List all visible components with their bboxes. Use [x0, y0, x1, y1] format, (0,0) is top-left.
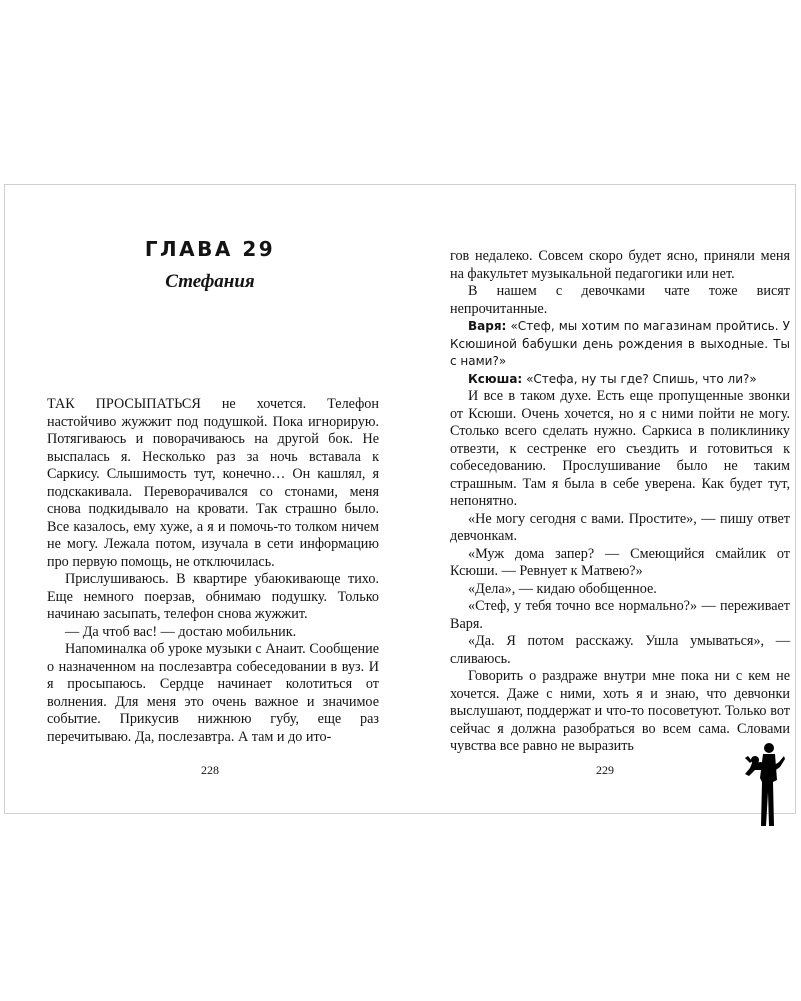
- paragraph: «Да. Я потом расскажу. Ушла умываться», — сливаюсь.: [450, 633, 790, 667]
- chat-text: «Стефа, ну ты где? Спишь, что ли?»: [526, 371, 757, 386]
- paragraph: ТАК ПРОСЫПАТЬСЯ не хочется. Телефон настойчиво жужжит под подушкой. Пока игнорирую. Потягиваюсь и поворачиваюсь на другой бок. Не выспалась я. Несколько раз за ночь вставала к Саркису. Слышимость тут, конечно… Он кашлял, я подскакивала. Переворачивался со стонами, меня снова подкидывало на кровати. Так страшно было. Все казалось, ему хуже, а я и помочь-то толком ничем не могу. Лежала потом, изучала в сети информацию про первую помощь, не отключилась.: [47, 396, 379, 570]
- paragraph: — Да чтоб вас! — достаю мобильник.: [65, 623, 297, 640]
- right-page: [400, 185, 795, 813]
- couple-silhouette-icon: [743, 740, 785, 828]
- right-page-body: [450, 248, 790, 756]
- paragraph: В нашем с девочками чате тоже висят непрочитанные.: [450, 283, 790, 317]
- chat-text: «Стеф, мы хотим по магазинам пройтись. У Ксюшиной бабушки день рождения в выходные. Ты с нами?»: [450, 319, 790, 368]
- chat-speaker: Варя:: [468, 319, 507, 333]
- left-page-body: [47, 396, 379, 746]
- chat-message-ksyusha: [450, 371, 790, 389]
- paragraph: И все в таком духе. Есть еще пропущенные звонки от Ксюши. Очень хочется, но я с ними пойти не могу. Столько всего сделать нужно. Саркиса в поликлинику отвезти, к сестренке его съездить и готовиться к собеседованию. Прослушивание было не таким страшным. Там я была в себе уверена. Как будет тут, непонятно.: [450, 388, 790, 509]
- paragraph: «Стеф, у тебя точно все нормально?» — переживает Варя.: [450, 598, 790, 632]
- chat-speaker: Ксюша:: [468, 371, 523, 386]
- chat-message-varya: [450, 318, 790, 371]
- left-page: [5, 185, 400, 813]
- paragraph: Прислушиваюсь. В квартире убаюкивающе тихо. Еще немного поерзав, обнимаю подушку. Только начинаю засыпать, телефон снова жужжит.: [47, 571, 379, 622]
- paragraph: Говорить о раздраже внутри мне пока ни с кем не хочется. Даже с ними, хоть я и знаю, что девчонки выслушают, поддержат и что-то посоветуют. Только вот сейчас я должна разобраться во всем сама. Словами чувства все равно не выразить: [450, 668, 790, 754]
- book-spread: [4, 184, 796, 814]
- paragraph: «Не могу сегодня с вами. Простите», — пишу ответ девчонкам.: [450, 510, 790, 544]
- page-number-right: 229: [596, 763, 614, 777]
- chapter-title: ГЛАВА 29: [144, 237, 276, 261]
- chapter-subtitle: Стефания: [165, 271, 255, 292]
- paragraph: гов недалеко. Совсем скоро будет ясно, приняли меня на факультет музыкальной педагогики или нет.: [450, 248, 790, 282]
- paragraph: Напоминалка об уроке музыки с Анаит. Сообщение о назначенном на послезавтра собеседовании в вуз. И я просыпаюсь. Сердце начинает колотиться от волнения. Для меня это очень важное и значимое событие. Прикусив нижнюю губу, еще раз перечитываю. Да, послезавтра. А там и до ито-: [47, 641, 379, 745]
- paragraph: «Дела», — кидаю обобщенное.: [468, 580, 657, 597]
- page-number-left: 228: [201, 763, 219, 777]
- paragraph: «Муж дома запер? — Смеющийся смайлик от Ксюши. — Ревнует к Матвею?»: [450, 545, 790, 579]
